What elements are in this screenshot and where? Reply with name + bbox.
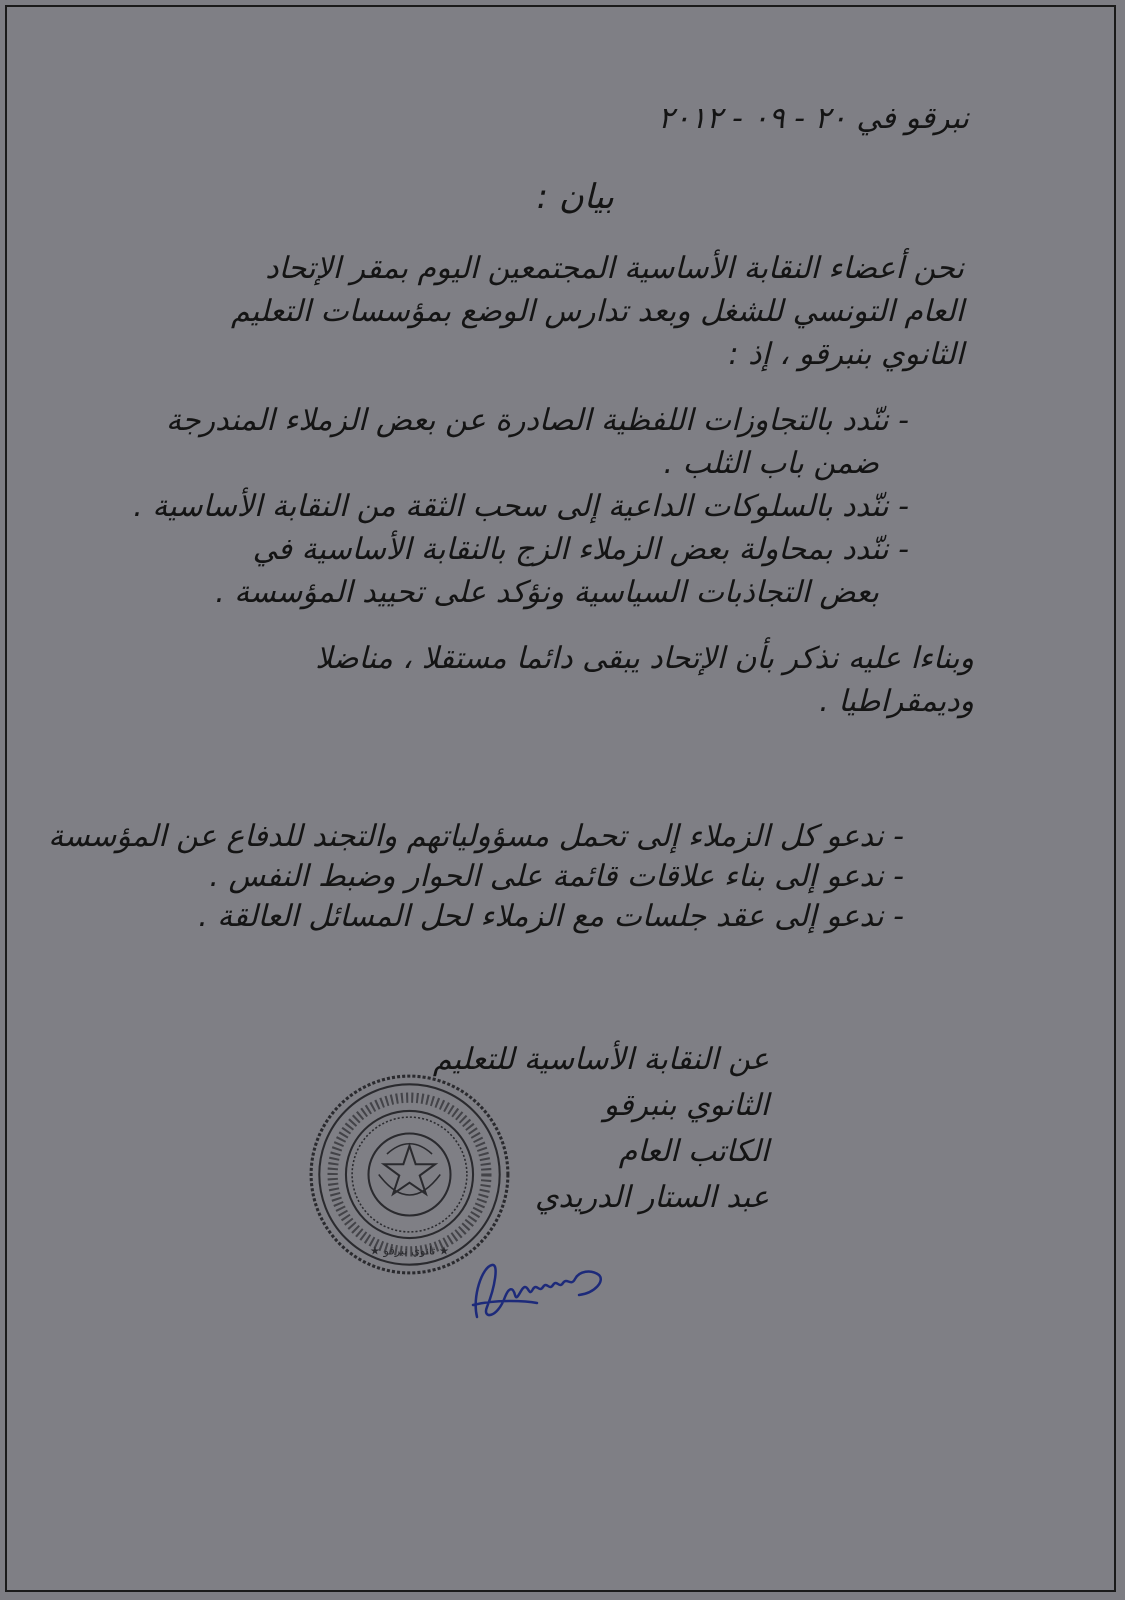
list-item-continuation: بعض التجاذبات السياسية ونؤكد على تحييد المؤسسة .: [215, 575, 879, 610]
handwritten-signature: [467, 1257, 617, 1327]
conclusion-line: وديمقراطيا .: [819, 684, 974, 719]
union-stamp: [307, 1072, 512, 1277]
signoff-line: الكاتب العام: [618, 1134, 769, 1169]
signoff-line: عبد الستار الدريدي: [535, 1180, 769, 1215]
intro-line: نحن أعضاء النقابة الأساسية المجتمعين اليوم بمقر الإتحاد: [265, 251, 964, 286]
intro-paragraph: [231, 247, 964, 376]
conclusion-paragraph: [315, 637, 974, 723]
intro-line: الثانوي بنبرقو ، إذ :: [728, 337, 964, 372]
svg-text:★ ثانوي نبرقو ★: ★ ثانوي نبرقو ★: [369, 1244, 450, 1258]
list-item: - ننّدد بالسلوكات الداعية إلى سحب الثقة من النقابة الأساسية .: [133, 489, 909, 524]
letter-title: بيان :: [536, 177, 614, 217]
intro-line: العام التونسي للشغل وبعد تدارس الوضع بمؤسسات التعليم: [230, 294, 964, 329]
letter-date: نبرقو في ٢٠ - ٠٩ - ٢٠١٢: [658, 101, 969, 136]
signoff-line: عن النقابة الأساسية للتعليم: [432, 1042, 769, 1077]
list-item: - ندعو كل الزملاء إلى تحمل مسؤولياتهم والتجند للدفاع عن المؤسسة: [48, 819, 904, 854]
conclusion-line: وبناءا عليه نذكر بأن الإتحاد يبقى دائما مستقلا ، مناضلا: [315, 641, 974, 676]
list-item: - ندعو إلى عقد جلسات مع الزملاء لحل المسائل العالقة .: [198, 899, 904, 934]
document-page: [5, 5, 1116, 1592]
list-item: - ننّدد بمحاولة بعض الزملاء الزج بالنقابة الأساسية في: [252, 532, 909, 567]
list-item: - ننّدد بالتجاوزات اللفظية الصادرة عن بعض الزملاء المندرجة: [165, 403, 909, 438]
list-item-continuation: ضمن باب الثلب .: [663, 446, 879, 481]
list-item: - ندعو إلى بناء علاقات قائمة على الحوار وضبط النفس .: [209, 859, 904, 894]
denunciation-list: [133, 399, 909, 614]
appeal-list: [48, 817, 904, 937]
signoff-line: الثانوي بنبرقو: [603, 1088, 769, 1123]
